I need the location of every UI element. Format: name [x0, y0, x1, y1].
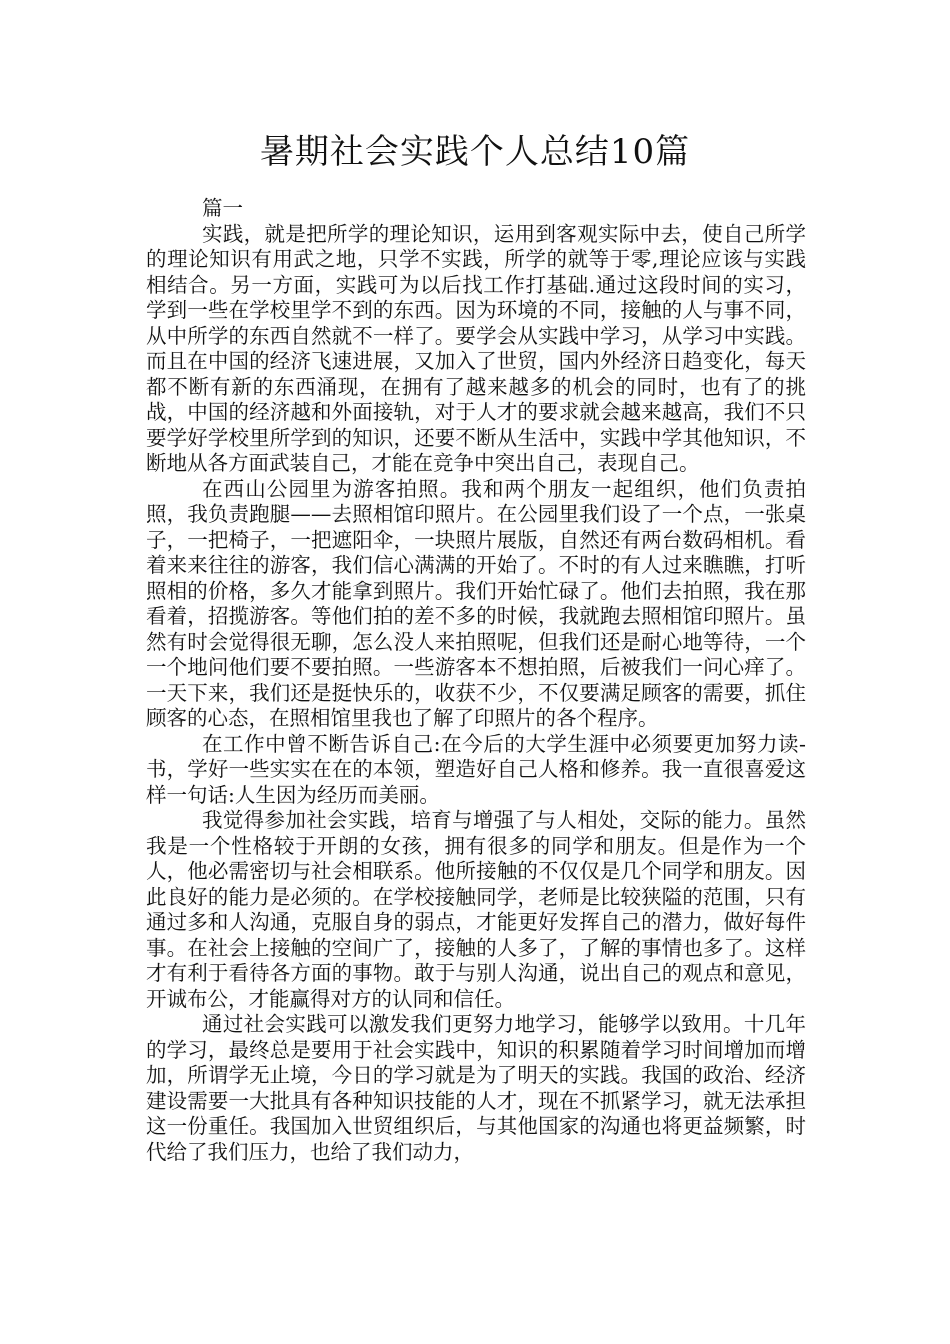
paragraph-4: 我觉得参加社会实践，培育与增强了与人相处，交际的能力。虽然我是一个性格较于开朗的女孩，拥有很多的同学和朋友。但是作为一个人，他必需密切与社会相联系。他所接触的不仅仅是几个同学和朋友。因此良好的能力是必须的。在学校接触同学，老师是比较狭隘的范围，只有通过多和人沟通，克服自身的弱点，才能更好发挥自己的潜力，做好每件事。在社会上接触的空间广了，接触的人多了，了解的事情也多了。这样才有利于看待各方面的事物。敢于与别人沟通，说出自己的观点和意见，开诚布公，才能赢得对方的认同和信任。: [146, 808, 806, 1011]
document-title: 暑期社会实践个人总结10篇: [259, 132, 691, 172]
paragraph-1: 实践，就是把所学的理论知识，运用到客观实际中去，使自己所学的理论知识有用武之地，只学不实践，所学的就等于零,理论应该与实践相结合。另一方面，实践可为以后找工作打基础.通过这段时间的实习，学到一些在学校里学不到的东西。因为环境的不同，接触的人与事不同，从中所学的东西自然就不一样了。要学会从实践中学习，从学习中实践。而且在中国的经济飞速进展，又加入了世贸，国内外经济日趋变化，每天都不断有新的东西涌现，在拥有了越来越多的机会的同时，也有了的挑战，中国的经济越和外面接轨，对于人才的要求就会越来越高，我们不只要学好学校里所学到的知识，还要不断从生活中，实践中学其他知识，不断地从各方面武装自己，才能在竞争中突出自己，表现自己。: [146, 221, 806, 475]
paragraph-5: 通过社会实践可以激发我们更努力地学习，能够学以致用。十几年的学习，最终总是要用于社会实践中，知识的积累随着学习时间增加而增加，所谓学无止境，今日的学习就是为了明天的实践。我国的政治、经济建设需要一大批具有各种知识技能的人才，现在不抓紧学习，就无法承担这一份重任。我国加入世贸组织后，与其他国家的沟通也将更益频繁，时代给了我们压力，也给了我们动力，: [146, 1012, 806, 1164]
paragraph-3: 在工作中曾不断告诉自己:在今后的大学生涯中必须要更加努力读-书，学好一些实实在在的本领，塑造好自己人格和修养。我一直很喜爱这样一句话:人生因为经历而美丽。: [146, 731, 806, 807]
document-body: [146, 196, 806, 1165]
section-label: 篇一: [202, 196, 243, 220]
paragraph-2: 在西山公园里为游客拍照。我和两个朋友一起组织，他们负责拍照，我负责跑腿——去照相馆印照片。在公园里我们设了一个点，一张桌子，一把椅子，一把遮阳伞，一块照片展版，自然还有两台数码相机。看着来来往往的游客，我们信心满满的开始了。不时的有人过来瞧瞧，打听照相的价格，多久才能拿到照片。我们开始忙碌了。他们去拍照，我在那看着，招揽游客。等他们拍的差不多的时候，我就跑去照相馆印照片。虽然有时会觉得很无聊，怎么没人来拍照呢，但我们还是耐心地等待，一个一个地问他们要不要拍照。一些游客本不想拍照，后被我们一问心痒了。一天下来，我们还是挺快乐的，收获不少，不仅要满足顾客的需要，抓住顾客的心态，在照相馆里我也了解了印照片的各个程序。: [146, 476, 806, 730]
